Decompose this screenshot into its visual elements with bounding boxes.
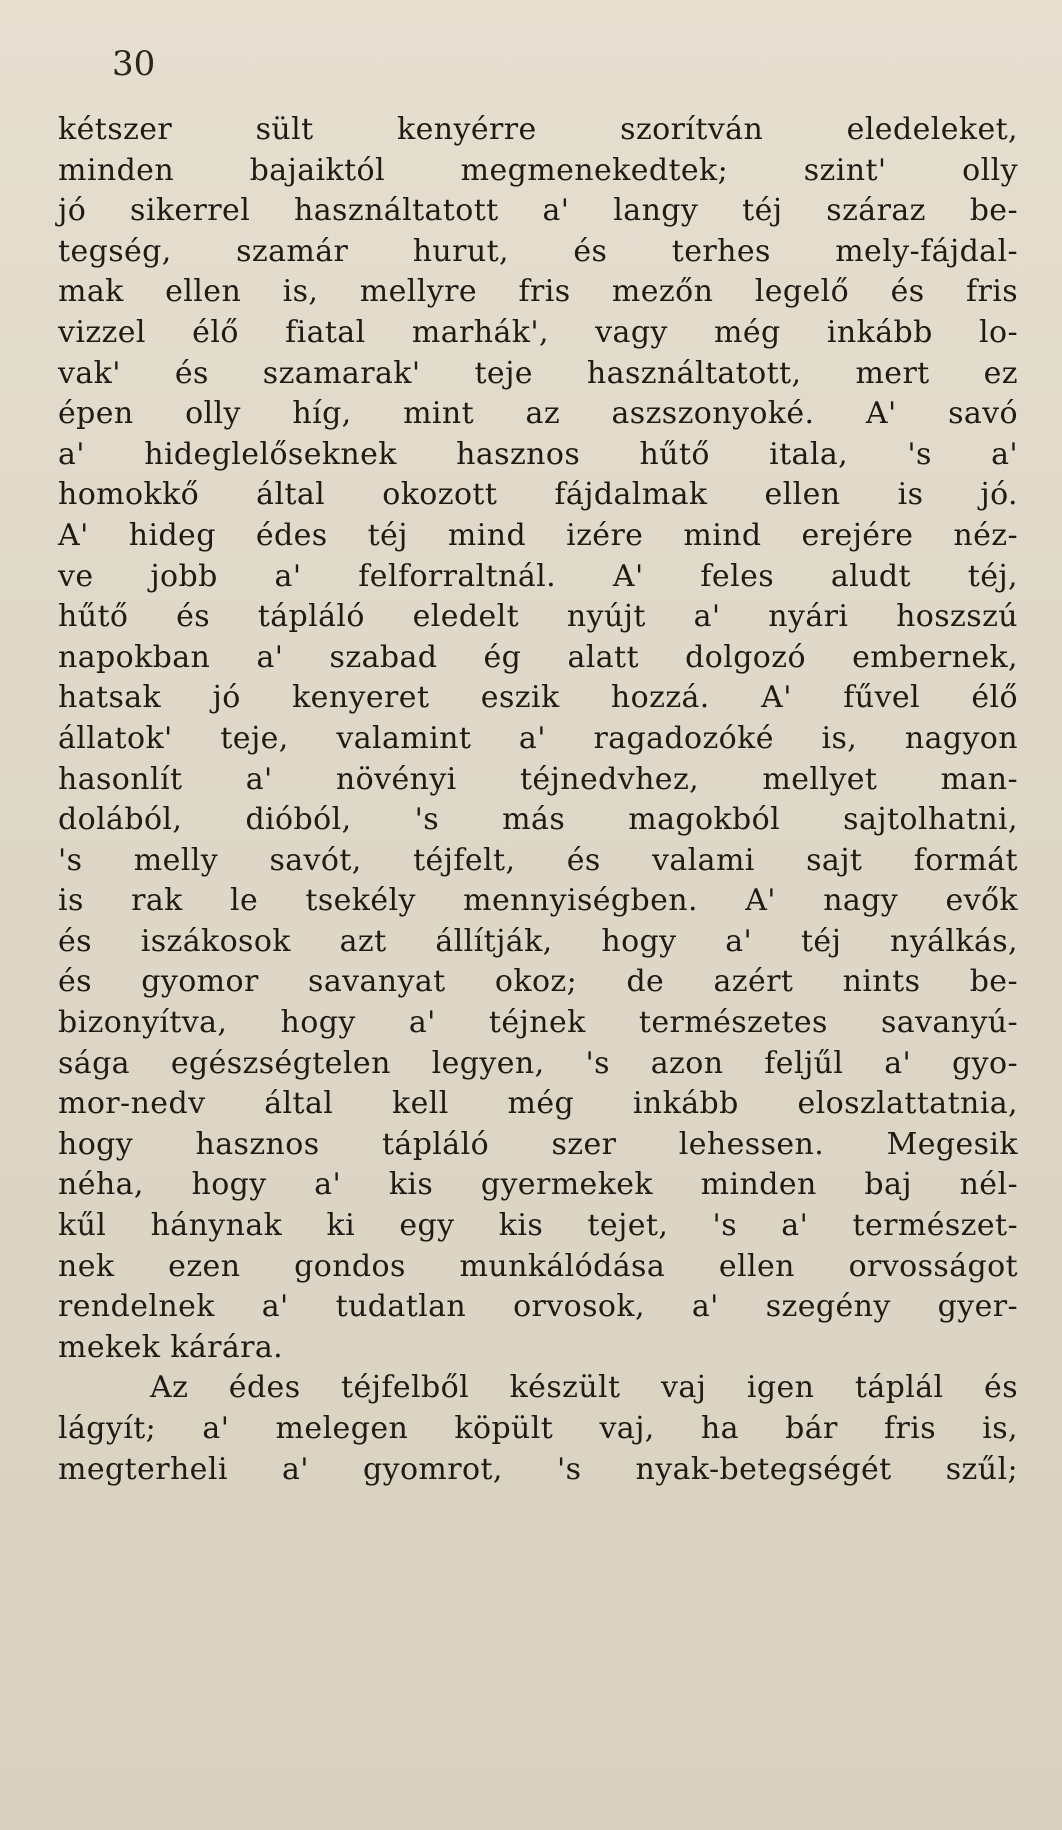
text-line: 's melly savót, téjfelt, és valami sajt formát: [58, 842, 1018, 878]
body-text: [58, 110, 1018, 1490]
text-line: homokkő által okozott fájdalmak ellen is jó.: [58, 477, 1018, 513]
text-line: hogy hasznos tápláló szer lehessen. Megesik: [58, 1126, 1018, 1162]
text-line: hasonlít a' növényi téjnedvhez, mellyet man-: [58, 761, 1018, 797]
text-line: néha, hogy a' kis gyermekek minden baj nél-: [58, 1167, 1018, 1203]
text-line: hűtő és tápláló eledelt nyújt a' nyári hoszszú: [58, 599, 1018, 635]
text-line: hatsak jó kenyeret eszik hozzá. A' fűvel élő: [58, 680, 1018, 716]
text-line: sága egészségtelen legyen, 's azon feljűl a' gyo-: [58, 1045, 1018, 1081]
text-line: és gyomor savanyat okoz; de azért nints be-: [58, 964, 1018, 1000]
text-line: épen olly híg, mint az aszszonyoké. A' savó: [58, 396, 1018, 432]
text-line: mekek kárára.: [58, 1329, 284, 1365]
text-line: lágyít; a' melegen köpült vaj, ha bár fris is,: [58, 1411, 1018, 1446]
text-line: bizonyítva, hogy a' téjnek természetes savanyú-: [58, 1005, 1018, 1041]
text-line: vizzel élő fiatal marhák', vagy még inkább lo-: [58, 314, 1018, 350]
text-line: és iszákosok azt állítják, hogy a' téj nyálkás,: [58, 923, 1018, 959]
text-line: megterheli a' gyomrot, 's nyak-betegségét szűl;: [58, 1451, 1018, 1487]
text-line: mak ellen is, mellyre fris mezőn legelő és fris: [58, 274, 1018, 310]
text-line: ve jobb a' felforraltnál. A' feles aludt téj,: [58, 558, 1018, 594]
text-line: a' hideglelőseknek hasznos hűtő itala, 's a': [58, 436, 1018, 472]
text-line: állatok' teje, valamint a' ragadozóké is, nagyon: [58, 720, 1018, 756]
text-line: Az édes téjfelből készült vaj igen táplál és: [150, 1370, 1018, 1406]
text-line: jó sikerrel használtatott a' langy téj száraz be-: [58, 193, 1018, 229]
text-line: rendelnek a' tudatlan orvosok, a' szegény gyer-: [58, 1289, 1018, 1325]
text-line: A' hideg édes téj mind izére mind erejére néz-: [58, 517, 1018, 553]
text-line: kétszer sült kenyérre szorítván eledeleket,: [58, 112, 1018, 147]
text-line: kűl hánynak ki egy kis tejet, 's a' természet-: [58, 1208, 1018, 1244]
text-line: minden bajaiktól megmenekedtek; szint' olly: [58, 152, 1018, 188]
text-line: is rak le tsekély mennyiségben. A' nagy evők: [58, 883, 1018, 919]
page-number: 30: [112, 44, 156, 84]
text-line: mor-nedv által kell még inkább eloszlattatnia,: [58, 1086, 1018, 1122]
text-line: napokban a' szabad ég alatt dolgozó embernek,: [58, 639, 1018, 675]
text-line: tegség, szamár hurut, és terhes mely-fájdal-: [58, 233, 1018, 269]
text-line: vak' és szamarak' teje használtatott, mert ez: [58, 355, 1018, 391]
text-line: dolából, dióból, 's más magokból sajtolhatni,: [58, 802, 1018, 838]
text-line: nek ezen gondos munkálódása ellen orvosságot: [58, 1248, 1018, 1284]
